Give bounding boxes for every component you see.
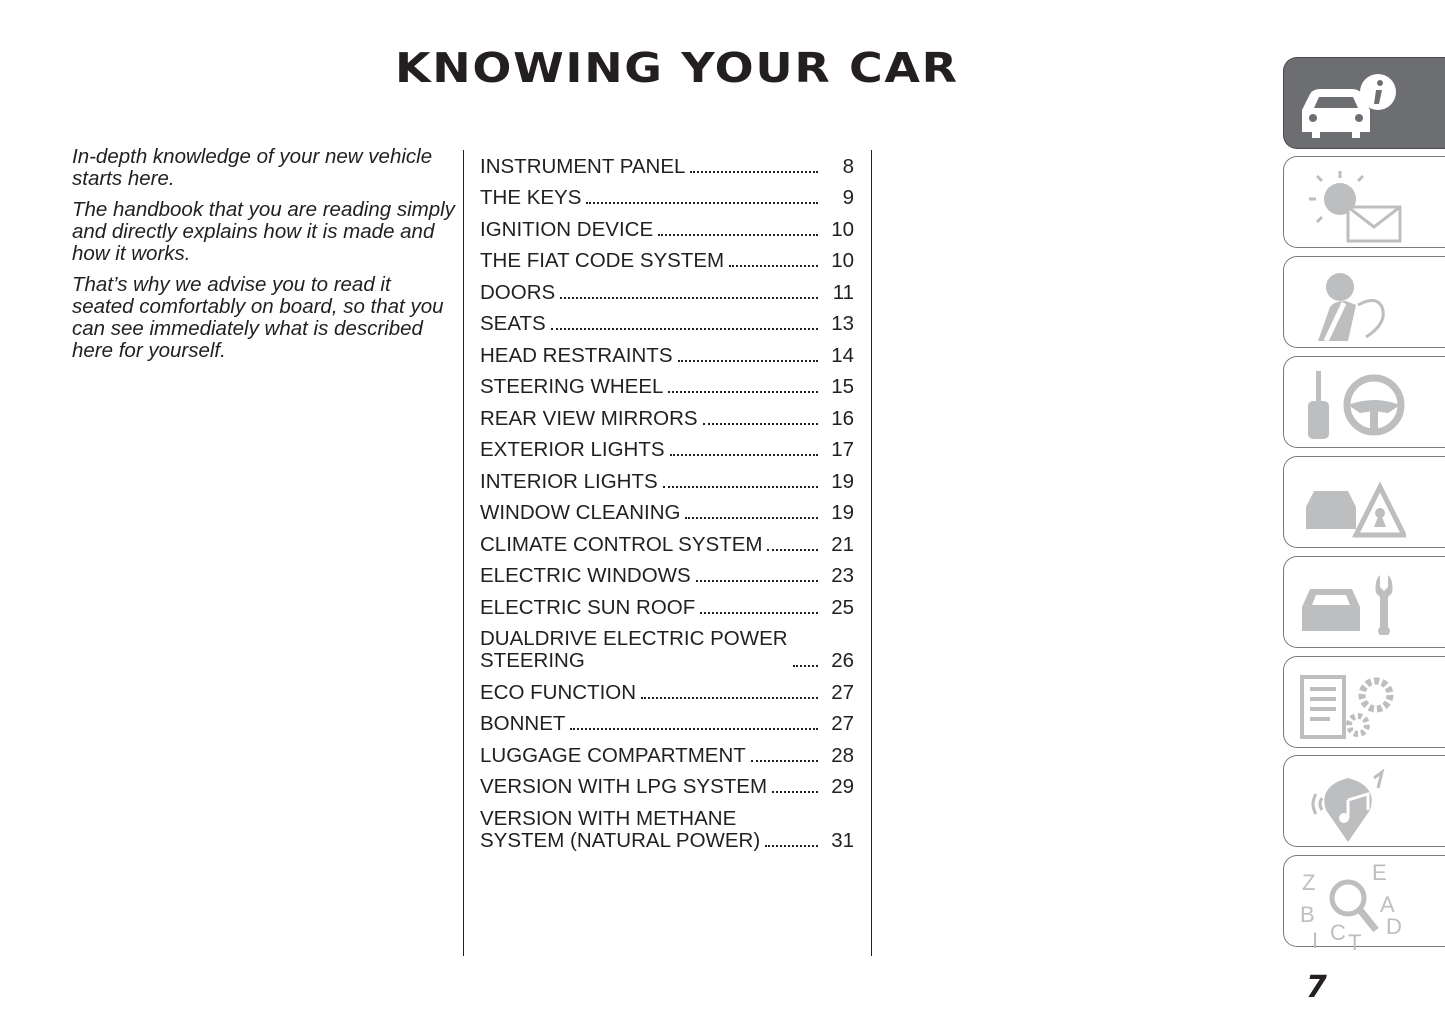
intro-text	[72, 146, 457, 371]
toc-entry[interactable]	[480, 430, 854, 462]
toc-dot-leader	[793, 665, 818, 667]
toc-dot-leader	[696, 580, 818, 582]
svg-text:C: C	[1330, 920, 1346, 945]
toc-entry[interactable]	[480, 367, 854, 399]
page-number: 7	[1306, 970, 1327, 1005]
tab-knowing-your-car[interactable]	[1283, 57, 1445, 149]
toc-entry-page: 25	[831, 595, 854, 619]
table-of-contents	[480, 146, 854, 852]
toc-dot-leader	[751, 760, 818, 762]
toc-entry[interactable]	[480, 493, 854, 525]
toc-entry-page: 14	[831, 343, 854, 367]
toc-entry-page: 10	[831, 217, 854, 241]
toc-entry-label: THE FIAT CODE SYSTEM	[480, 249, 725, 272]
toc-dot-leader	[765, 845, 818, 847]
intro-paragraph: The handbook that you are reading simply and directly explains how it is made and how it works.	[72, 198, 455, 265]
toc-entry-label: SEATS	[480, 312, 546, 335]
toc-dot-leader	[670, 454, 818, 456]
toc-dot-leader	[658, 234, 818, 236]
toc-entry[interactable]	[480, 209, 854, 241]
multimedia-icon	[1296, 764, 1406, 842]
svg-text:I: I	[1312, 928, 1319, 950]
toc-dot-leader	[703, 423, 818, 425]
car-breakdown-warning-icon	[1296, 465, 1406, 543]
toc-entry-label: ELECTRIC WINDOWS	[480, 564, 691, 587]
toc-dot-leader	[570, 728, 818, 730]
tab-emergency[interactable]	[1283, 456, 1445, 548]
toc-entry-label: VERSION WITH METHANE SYSTEM (NATURAL POWER)	[480, 806, 761, 852]
tab-warning-lights[interactable]	[1283, 156, 1445, 248]
toc-entry-label: LUGGAGE COMPARTMENT	[480, 743, 746, 767]
seatbelt-airbag-icon	[1296, 265, 1396, 343]
toc-entry-label: THE KEYS	[480, 186, 582, 209]
toc-dot-leader	[560, 297, 818, 299]
toc-entry-page: 27	[831, 680, 854, 704]
index-search-icon	[1296, 864, 1406, 950]
toc-entry-page: 31	[831, 828, 854, 852]
toc-entry-page: 9	[842, 186, 854, 209]
tab-index[interactable]	[1283, 855, 1445, 950]
toc-entry[interactable]	[480, 587, 854, 619]
toc-entry-label: CLIMATE CONTROL SYSTEM	[480, 532, 763, 556]
toc-entry-label: BONNET	[480, 712, 566, 735]
toc-dot-leader	[663, 486, 818, 488]
toc-dot-leader	[685, 517, 818, 519]
toc-dot-leader	[690, 171, 818, 173]
toc-entry-label: EXTERIOR LIGHTS	[480, 438, 665, 461]
column-divider-right	[871, 150, 872, 956]
toc-entry-label: HEAD RESTRAINTS	[480, 343, 673, 367]
technical-data-gears-icon	[1296, 665, 1406, 743]
svg-text:T: T	[1348, 930, 1362, 950]
svg-text:Z: Z	[1302, 870, 1316, 895]
toc-entry[interactable]	[480, 178, 854, 210]
svg-text:E: E	[1372, 864, 1387, 885]
toc-entry[interactable]	[480, 461, 854, 493]
toc-entry[interactable]	[480, 767, 854, 799]
tab-servicing[interactable]	[1283, 556, 1445, 648]
toc-entry-label: STEERING WHEEL	[480, 375, 664, 398]
toc-dot-leader	[772, 791, 818, 793]
toc-entry-label: WINDOW CLEANING	[480, 501, 681, 524]
toc-dot-leader	[729, 265, 818, 267]
toc-entry-label: INTERIOR LIGHTS	[480, 469, 658, 493]
column-divider-left	[463, 150, 464, 956]
toc-entry-page: 19	[831, 501, 854, 524]
toc-entry-page: 11	[832, 280, 854, 304]
toc-entry-page: 16	[831, 406, 854, 430]
toc-entry[interactable]	[480, 335, 854, 367]
toc-entry-label: REAR VIEW MIRRORS	[480, 406, 698, 430]
toc-entry-page: 17	[831, 438, 854, 461]
toc-entry-page: 26	[831, 649, 854, 672]
toc-entry-page: 23	[831, 564, 854, 587]
toc-dot-leader	[668, 391, 818, 393]
intro-paragraph: That’s why we advise you to read it seated comfortably on board, so that you can see immediately what is described here for yourself.	[72, 273, 444, 362]
toc-dot-leader	[586, 202, 818, 204]
toc-entry-label: ECO FUNCTION	[480, 680, 637, 704]
toc-entry-label: VERSION WITH LPG SYSTEM	[480, 775, 768, 798]
toc-entry[interactable]	[480, 272, 854, 304]
toc-entry[interactable]	[480, 398, 854, 430]
svg-text:A: A	[1380, 892, 1395, 917]
tab-technical-data[interactable]	[1283, 656, 1445, 748]
toc-entry-label: DUALDRIVE ELECTRIC POWER STEERING	[480, 627, 788, 672]
toc-entry[interactable]	[480, 672, 854, 704]
toc-dot-leader	[767, 549, 818, 551]
key-steering-wheel-icon	[1296, 365, 1406, 443]
toc-entry[interactable]	[480, 704, 854, 736]
toc-dot-leader	[700, 612, 818, 614]
toc-dot-leader	[641, 697, 818, 699]
toc-entry[interactable]	[480, 556, 854, 588]
toc-entry[interactable]	[480, 524, 854, 556]
toc-entry[interactable]	[480, 304, 854, 336]
toc-entry[interactable]	[480, 798, 854, 852]
toc-entry-label: INSTRUMENT PANEL	[480, 154, 686, 178]
tab-safety[interactable]	[1283, 256, 1445, 348]
tab-multimedia[interactable]	[1283, 755, 1445, 847]
toc-entry-page: 13	[831, 312, 854, 335]
toc-entry-page: 21	[831, 532, 854, 556]
toc-entry-page: 28	[831, 743, 854, 767]
toc-entry-page: 29	[831, 775, 854, 798]
toc-entry[interactable]	[480, 146, 854, 178]
toc-entry-page: 8	[842, 154, 854, 178]
toc-entry[interactable]	[480, 241, 854, 273]
intro-paragraph: In-depth knowledge of your new vehicle starts here.	[72, 145, 433, 190]
car-maintenance-wrench-icon	[1296, 565, 1406, 643]
toc-entry-page: 10	[831, 249, 854, 272]
tab-starting-driving[interactable]	[1283, 356, 1445, 448]
warning-light-message-icon	[1296, 165, 1406, 243]
toc-entry-page: 27	[831, 712, 854, 735]
svg-text:B: B	[1300, 902, 1315, 927]
toc-dot-leader	[551, 328, 818, 330]
toc-entry-label: ELECTRIC SUN ROOF	[480, 595, 696, 619]
svg-text:D: D	[1386, 914, 1402, 939]
chapter-title: KNOWING YOUR CAR	[395, 44, 959, 92]
toc-entry-page: 19	[831, 469, 854, 493]
toc-entry-label: DOORS	[480, 280, 556, 304]
toc-entry[interactable]	[480, 619, 854, 673]
toc-entry-page: 15	[831, 375, 854, 398]
toc-entry[interactable]	[480, 735, 854, 767]
toc-entry-label: IGNITION DEVICE	[480, 217, 654, 241]
car-info-icon	[1296, 66, 1396, 144]
toc-dot-leader	[678, 360, 819, 362]
